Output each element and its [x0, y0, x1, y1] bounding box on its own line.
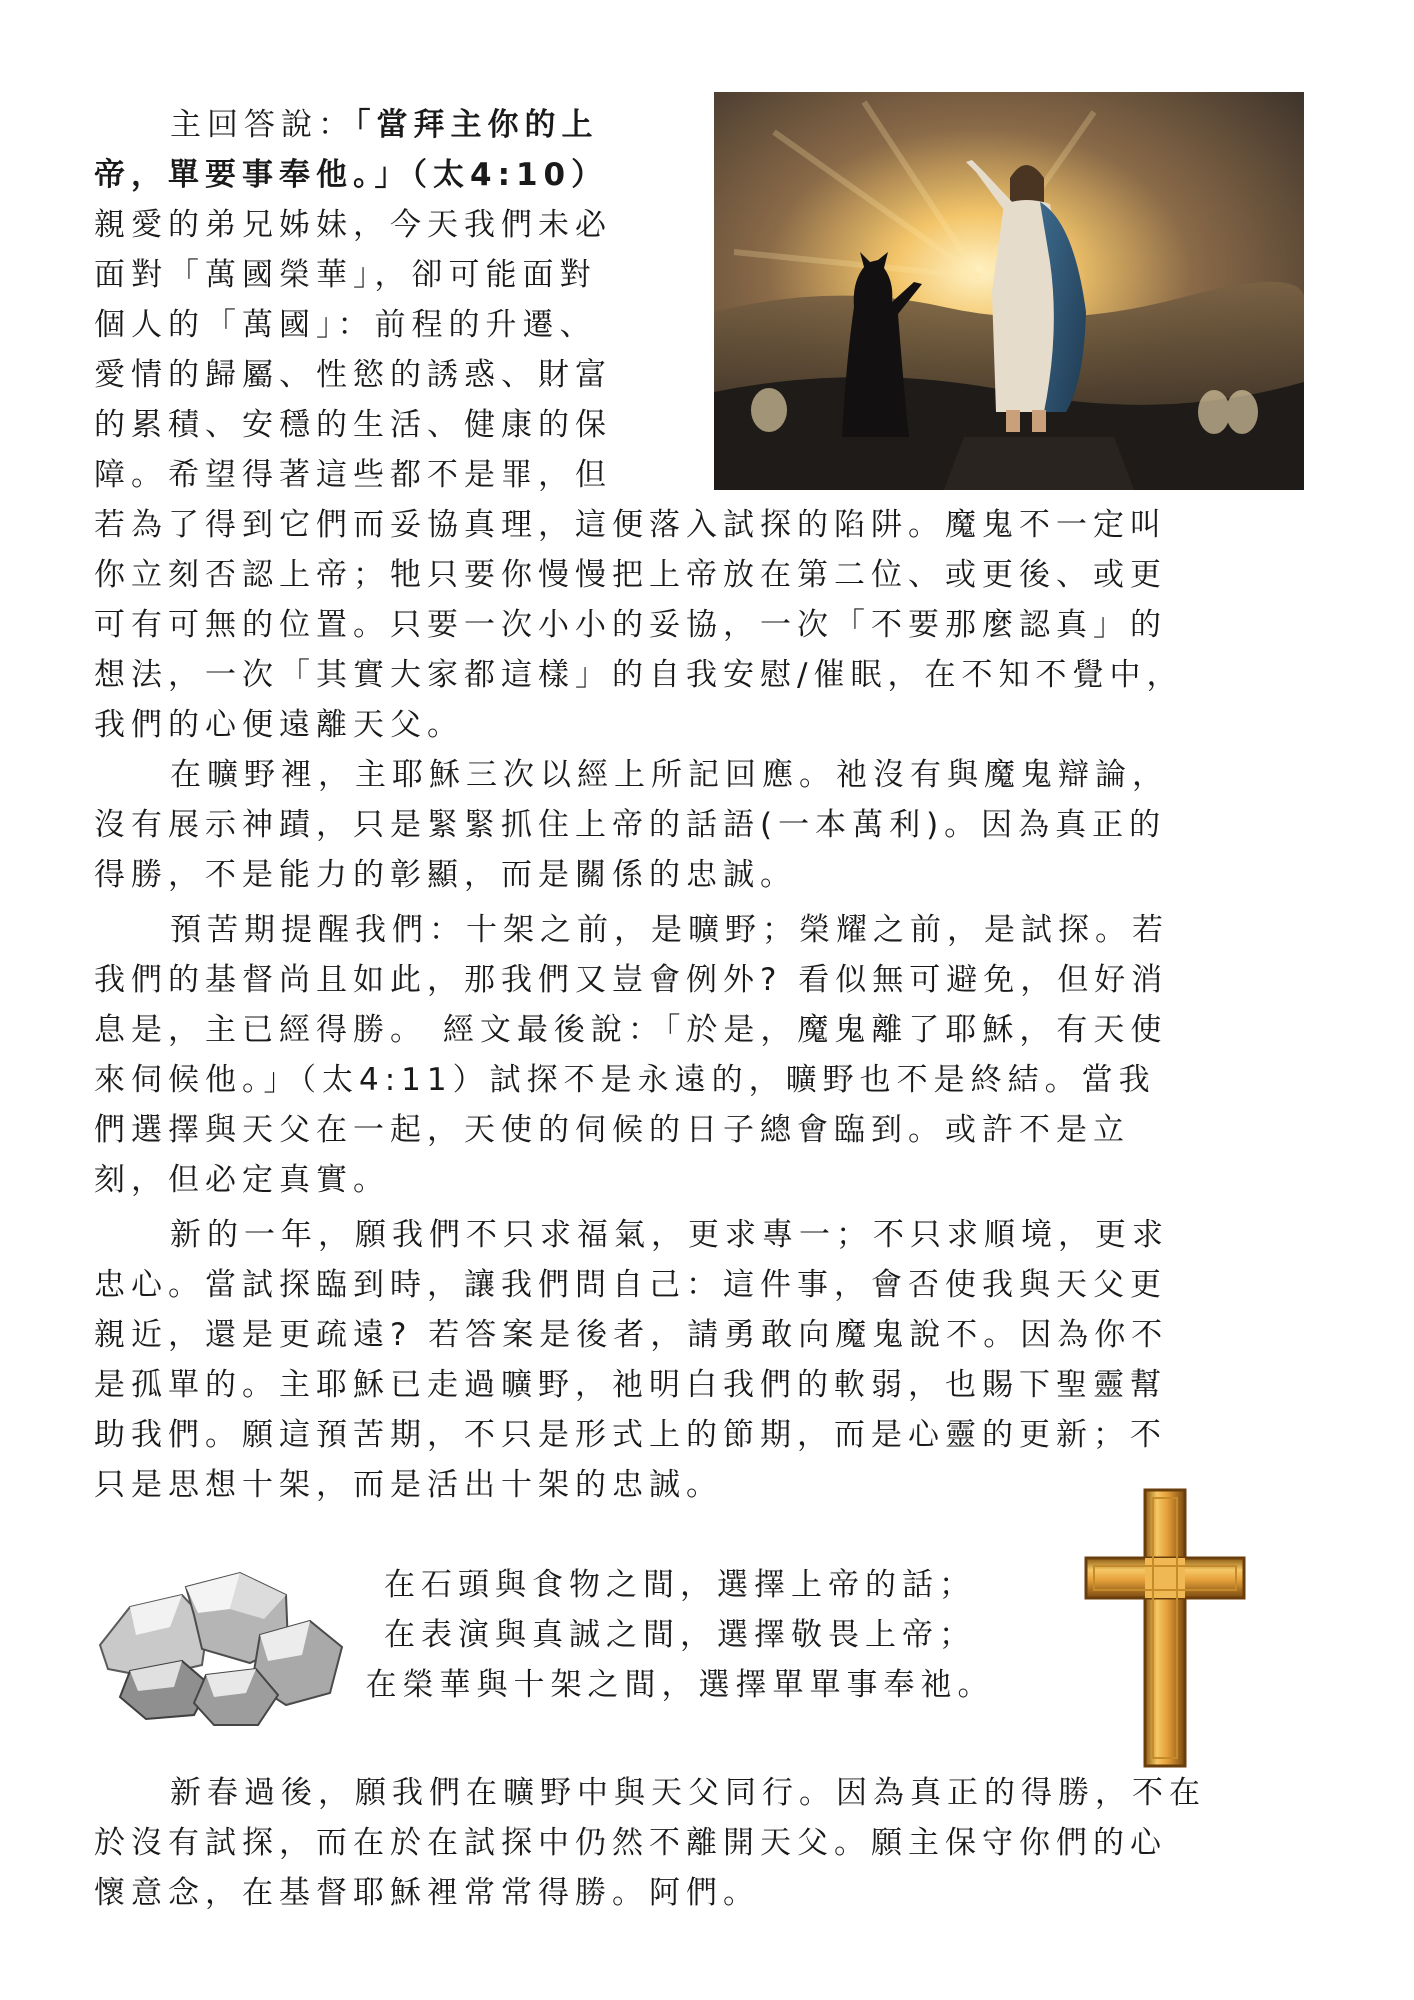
p4-line-3: 親近，還是更疏遠? 若答案是後者，請勇敢向魔鬼說不。因為你不 — [94, 1317, 1169, 1353]
p3-line-5: 們選擇與天父在一起，天使的伺候的日子總會臨到。或許不是立 — [94, 1112, 1130, 1148]
poem-line-1: 在石頭與食物之間，選擇上帝的話； — [384, 1567, 976, 1603]
intro-line-12: 想法，一次「其實大家都這樣」的自我安慰/催眠，在不知不覺中， — [94, 657, 1184, 693]
poem-line-3: 在榮華與十架之間，選擇單單事奉祂。 — [365, 1667, 995, 1703]
p4-line-1: 新的一年，願我們不只求福氣，更求專一；不只求順境，更求 — [170, 1217, 1169, 1253]
intro-line-13: 我們的心便遠離天父。 — [94, 707, 464, 743]
intro-line-3: 親愛的弟兄姊妹，今天我們未必 — [94, 207, 612, 243]
p5-line-1: 新春過後，願我們在曠野中與天父同行。因為真正的得勝，不在 — [170, 1775, 1206, 1811]
poem-line-2: 在表演與真誠之間，選擇敬畏上帝； — [384, 1617, 976, 1653]
p4-line-6: 只是思想十架，而是活出十架的忠誠。 — [94, 1467, 723, 1503]
intro-line-11: 可有可無的位置。只要一次小小的妥協，一次「不要那麼認真」的 — [94, 607, 1167, 643]
intro-line-8: 障。希望得著這些都不是罪，但 — [94, 457, 612, 493]
p3-line-4: 來伺候他。」（太4:11）試探不是永遠的，曠野也不是終結。當我 — [94, 1062, 1156, 1098]
p5-line-3: 懷意念，在基督耶穌裡常常得勝。阿們。 — [94, 1875, 760, 1911]
p3-line-1: 預苦期提醒我們：十架之前，是曠野；榮耀之前，是試探。若 — [170, 912, 1169, 948]
p2-line-3: 得勝，不是能力的彰顯，而是關係的忠誠。 — [94, 857, 797, 893]
intro-lead: 主回答說： — [170, 107, 355, 143]
p4-line-5: 助我們。願這預苦期，不只是形式上的節期，而是心靈的更新；不 — [94, 1417, 1167, 1453]
p4-line-2: 忠心。當試探臨到時，讓我們問自己：這件事，會否使我與天父更 — [94, 1267, 1167, 1303]
scripture-quote-start: 「當拜主你的上 — [355, 107, 599, 143]
p3-line-2: 我們的基督尚且如此，那我們又豈會例外? 看似無可避免，但好消 — [94, 962, 1169, 998]
p5-line-2: 於沒有試探，而在於在試探中仍然不離開天父。願主保守你們的心 — [94, 1825, 1167, 1861]
intro-line-7: 的累積、安穩的生活、健康的保 — [94, 407, 612, 443]
intro-line-4: 面對「萬國榮華」，卻可能面對 — [94, 257, 597, 293]
p3-line-3: 息是，主已經得勝。 經文最後說：「於是，魔鬼離了耶穌，有天使 — [94, 1012, 1168, 1048]
p2-line-2: 沒有展示神蹟，只是緊緊抓住上帝的話語(一本萬利)。因為真正的 — [94, 807, 1167, 843]
golden-cross-icon — [1080, 1488, 1250, 1768]
intro-line-1 — [170, 100, 599, 150]
intro-line-6: 愛情的歸屬、性慾的誘惑、財富 — [94, 357, 612, 393]
p4-line-4: 是孤單的。主耶穌已走過曠野，祂明白我們的軟弱，也賜下聖靈幫 — [94, 1367, 1167, 1403]
jesus-tempted-image — [714, 92, 1304, 490]
p3-line-6: 刻，但必定真實。 — [94, 1162, 390, 1198]
p2-line-1: 在曠野裡，主耶穌三次以經上所記回應。祂沒有與魔鬼辯論， — [170, 757, 1169, 793]
scripture-quote-end: 帝，單要事奉他。」（太4:10） — [94, 157, 609, 193]
intro-line-5: 個人的「萬國」：前程的升遷、 — [94, 307, 597, 343]
stones-icon — [90, 1565, 350, 1735]
intro-line-10: 你立刻否認上帝；牠只要你慢慢把上帝放在第二位、或更後、或更 — [94, 557, 1167, 593]
intro-line-9: 若為了得到它們而妥協真理，這便落入試探的陷阱。魔鬼不一定叫 — [94, 507, 1167, 543]
